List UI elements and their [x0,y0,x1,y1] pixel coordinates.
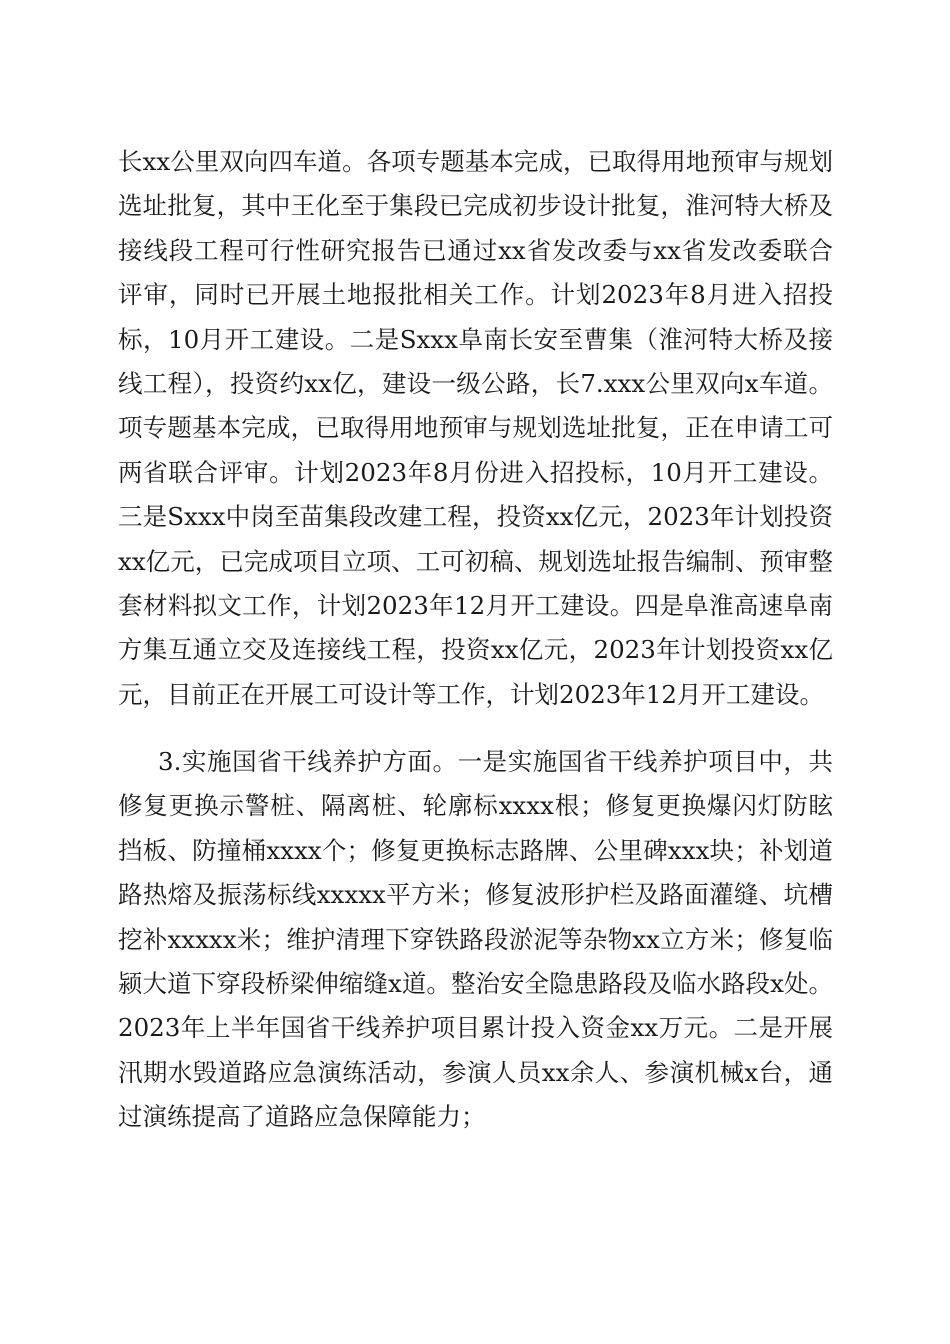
body-paragraph-1: 长xx公里双向四车道。各项专题基本完成，已取得用地预审与规划选址批复，其中王化至于集段已完成初步设计批复，淮河特大桥及接线段工程可行性研究报告已通过xx省发改委与xx省发改委联合评审，同时已开展土地报批相关工作。计划2023年8月进入招投标，10月开工建设。二是Sxxx阜南长安至曹集（淮河特大桥及接线工程），投资约xx亿，建设一级公路，长7.xxx公里双向x车道。项专题基本完成，已取得用地预审与规划选址批复，正在申请工可两省联合评审。计划2023年8月份进入招投标，10月开工建设。三是Sxxx中岗至苗集段改建工程，投资xx亿元，2023年计划投资xx亿元，已完成项目立项、工可初稿、规划选址报告编制、预审整套材料拟文工作，计划2023年12月开工建设。四是阜淮高速阜南方集互通立交及连接线工程，投资xx亿元，2023年计划投资xx亿元，目前正在开展工可设计等工作，计划2023年12月开工建设。 [118,147,833,709]
body-paragraph-2: 3.实施国省干线养护方面。一是实施国省干线养护项目中，共修复更换示警桩、隔离桩、轮廓标xxxx根；修复更换爆闪灯防眩挡板、防撞桶xxxx个；修复更换标志路牌、公里碑xxx块；补划道路热熔及振荡标线xxxxx平方米；修复波形护栏及路面灌缝、坑槽挖补xxxxx米；维护清理下穿铁路段淤泥等杂物xx立方米；修复临颍大道下穿段桥梁伸缩缝x道。整治安全隐患路段及临水路段x处。2023年上半年国省干线养护项目累计投入资金xx万元。二是开展汛期水毁道路应急演练活动，参演人员xx余人、参演机械x台，通过演练提高了道路应急保障能力； [118,747,833,1132]
